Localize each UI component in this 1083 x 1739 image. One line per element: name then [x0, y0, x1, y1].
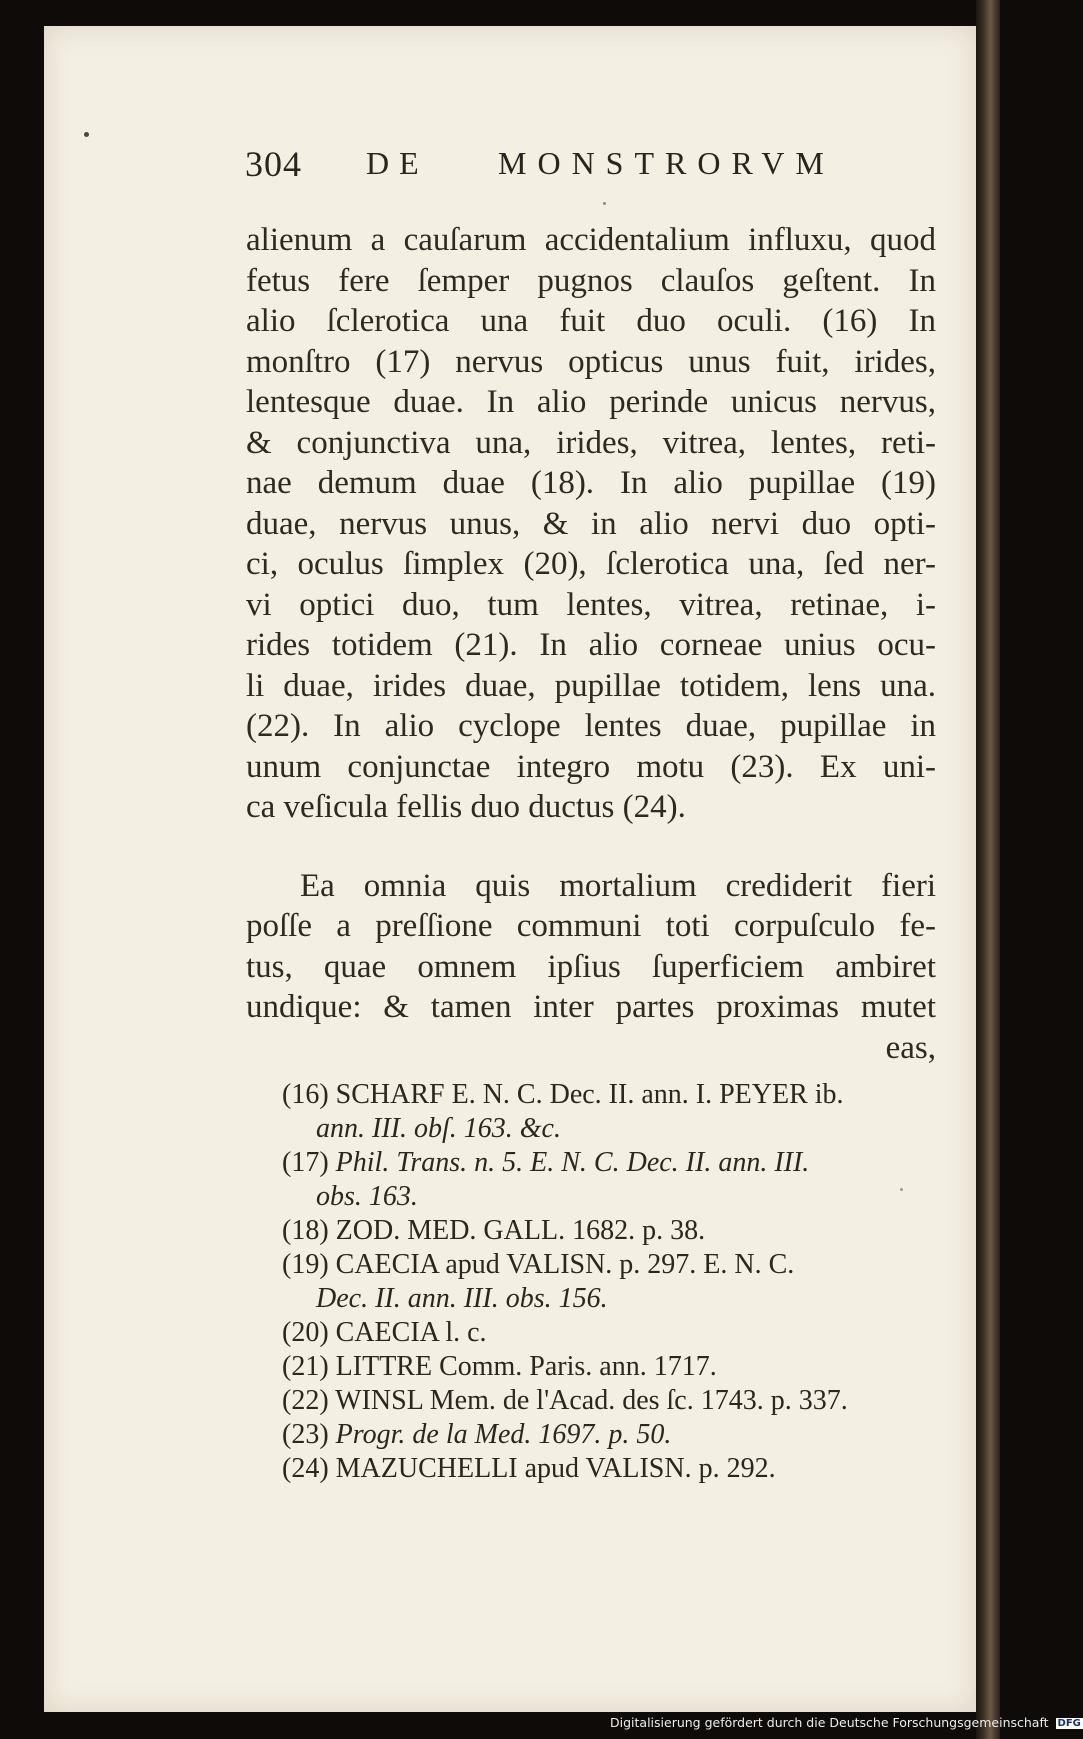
running-head	[245, 143, 845, 187]
text-line: vi optici duo, tum lentes, vitrea, retinae, i-	[246, 586, 936, 623]
credit-text: Digitalisierung gefördert durch die Deutsche Forschungsgemeinschaft	[610, 1715, 1049, 1730]
footnote-18	[282, 1214, 936, 1248]
footnote-text: Progr. de la Med. 1697. p. 50.	[335, 1419, 672, 1450]
footnote-number: (20)	[282, 1317, 329, 1348]
footnote-number: (17)	[282, 1147, 329, 1178]
text-line: nae demum duae (18). In alio pupillae (19)	[246, 465, 936, 501]
text-line: Ea omnia quis mortalium crediderit fieri	[300, 867, 936, 904]
paper-speck	[84, 132, 89, 137]
paper-speck	[603, 202, 606, 205]
text-line: ca veſicula fellis duo ductus (24).	[246, 789, 686, 825]
text-line: poſſe a preſſione communi toti corpuſculo fe-	[246, 908, 936, 944]
footnote-21	[282, 1350, 936, 1384]
footnote-19	[282, 1248, 936, 1282]
text-line: & conjunctiva una, irides, vitrea, lentes, reti-	[246, 424, 936, 461]
running-head-title: MONSTRORVM	[498, 145, 835, 181]
footnote-23	[282, 1418, 936, 1452]
footnote-text: LITTRE Comm. Paris. ann. 1717.	[335, 1351, 717, 1382]
footnotes	[282, 1078, 936, 1486]
footnote-22	[282, 1384, 936, 1418]
footnote-text: SCHARF E. N. C. Dec. II. ann. I. PEYER ib.	[335, 1079, 844, 1110]
footnote-number: (22)	[282, 1385, 329, 1416]
text-line: alio ſclerotica una fuit duo oculi. (16) In	[246, 303, 936, 339]
text-line: unum conjunctae integro motu (23). Ex uni-	[246, 748, 936, 785]
footnote-number: (19)	[282, 1249, 329, 1280]
book-spine-edge	[976, 0, 1000, 1739]
main-text	[246, 220, 936, 1068]
text-line: rides totidem (21). In alio corneae unius ocu-	[246, 627, 936, 663]
digitization-credit	[610, 1715, 1081, 1735]
text-line: lentesque duae. In alio perinde unicus nervus,	[246, 384, 936, 420]
text-line: li duae, irides duae, pupillae totidem, lens una.	[246, 667, 936, 704]
text-line: (22). In alio cyclope lentes duae, pupillae in	[246, 708, 936, 744]
footnote-number: (16)	[282, 1079, 329, 1110]
page-number: 304	[245, 144, 302, 184]
footnote-number: (18)	[282, 1215, 329, 1246]
paragraph-2	[246, 866, 936, 1069]
footnote-16-continuation: ann. III. obſ. 163. &c.	[316, 1113, 561, 1144]
footnote-text: CAECIA apud VALISN. p. 297. E. N. C.	[335, 1249, 795, 1280]
footnote-17-continuation: obs. 163.	[316, 1181, 418, 1212]
footnote-24	[282, 1452, 936, 1486]
text-line: ci, oculus ſimplex (20), ſclerotica una, ſed ner-	[246, 546, 936, 582]
paragraph-gap	[246, 828, 936, 866]
footnote-number: (21)	[282, 1351, 329, 1382]
text-line: tus, quae omnem ipſius ſuperficiem ambiret	[246, 948, 936, 985]
paragraph-1	[246, 220, 936, 828]
running-head-word-de: DE	[366, 145, 429, 181]
text-line: fetus fere ſemper pugnos clauſos geſtent. In	[246, 262, 936, 299]
text-line: undique: & tamen inter partes proximas mutet	[246, 989, 936, 1025]
footnote-number: (23)	[282, 1419, 329, 1450]
catchword: eas,	[885, 1029, 936, 1066]
text-line: alienum a cauſarum accidentalium influxu, quod	[246, 222, 936, 258]
footnote-text: CAECIA l. c.	[335, 1317, 487, 1348]
footnote-text: Phil. Trans. n. 5. E. N. C. Dec. II. ann. III.	[335, 1147, 810, 1178]
text-line: monſtro (17) nervus opticus unus fuit, irides,	[246, 343, 936, 380]
footnote-text: ZOD. MED. GALL. 1682. p. 38.	[335, 1215, 706, 1246]
footnote-17	[282, 1146, 936, 1180]
footnote-19-continuation: Dec. II. ann. III. obs. 156.	[316, 1283, 608, 1314]
dfg-logo: DFG	[1057, 1718, 1081, 1729]
footnote-text: WINSL Mem. de l'Acad. des ſc. 1743. p. 337.	[335, 1385, 848, 1416]
footnote-number: (24)	[282, 1453, 329, 1484]
footnote-16	[282, 1078, 936, 1112]
footnote-text: MAZUCHELLI apud VALISN. p. 292.	[335, 1453, 776, 1484]
footnote-20	[282, 1316, 936, 1350]
text-line: duae, nervus unus, & in alio nervi duo opti-	[246, 505, 936, 542]
